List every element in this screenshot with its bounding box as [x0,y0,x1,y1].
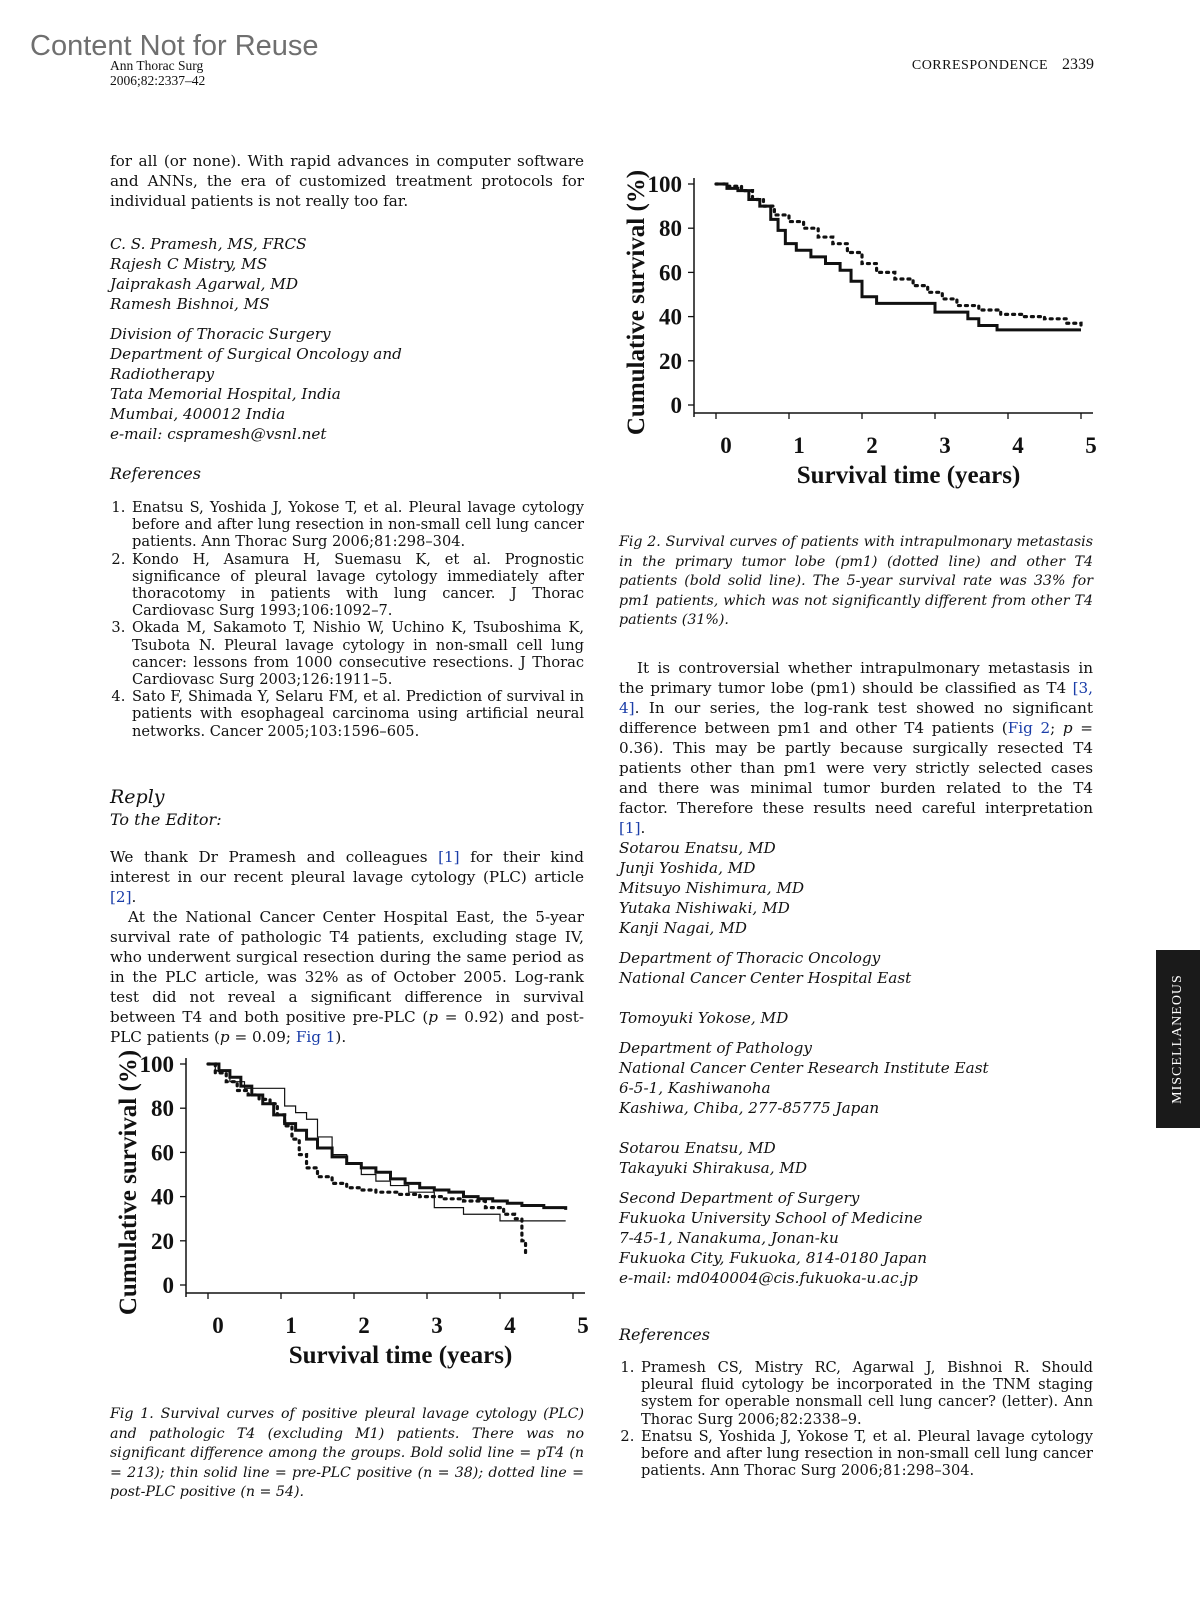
author-line: Takayuki Shirakusa, MD [619,1159,808,1177]
survival-curve-bold [208,1064,566,1210]
reply-paragraph-1 [110,847,584,907]
survival-curve-thin [208,1064,566,1221]
text-run: ; [1050,719,1063,737]
journal-citation: 2006;82:2337–42 [110,73,206,88]
affiliation-line: Radiotherapy [110,365,215,383]
text-run: = 0.09; [229,1028,296,1046]
y-tick-label: 80 [151,1096,174,1122]
y-tick-label: 80 [659,216,682,242]
reply-paragraph-2 [110,907,584,1047]
reference-item: 1. Enatsu S, Yoshida J, Yokose T, et al. Pleural lavage cytology before and after lung resection in non-small cell lung cancer patients. Ann Thorac Surg 2006;81:298–304. [130,499,584,551]
text-run: It is controversial whether intrapulmonary metastasis in the primary tumor lobe (pm1) should be classified as T4 [619,659,1093,697]
figure-1-chart [108,1030,589,1410]
y-tick-label: 100 [139,1052,174,1077]
reply-affiliation-2 [619,1038,1093,1118]
letter-authors [110,234,584,314]
reply-affiliation-1 [619,948,1093,988]
author-line: Sotarou Enatsu, MD [619,1139,776,1157]
reply-affiliation-3 [619,1188,1093,1288]
affiliation-line: Division of Thoracic Surgery [110,325,331,343]
author-line: Jaiprakash Agarwal, MD [110,275,298,293]
survival-curve-bold [716,184,1081,330]
reply-authors-group-2 [619,1008,1093,1028]
x-axis-label: Survival time (years) [288,1342,513,1369]
references-heading-left: References [110,464,201,483]
affiliation-line: Department of Thoracic Oncology [619,949,881,967]
text-run: . In our series, the log-rank test showed no significant difference between pm1 and other T4 patients ( [619,699,1093,737]
x-tick-label: 1 [285,1313,297,1338]
section-side-tab [1156,950,1200,1128]
y-tick-label: 100 [647,172,682,197]
affiliation-line: Mumbai, 400012 India [110,405,286,423]
x-tick-label: 3 [939,433,951,458]
y-axis-label: Cumulative survival (%) [115,1049,142,1316]
p-value-symbol: p [1062,719,1073,737]
x-tick-label: 4 [504,1313,516,1338]
y-tick-label: 0 [162,1273,174,1298]
figure-2-caption: Fig 2. Survival curves of patients with intrapulmonary metastasis in the primary tumor lobe (pm1) (dotted line) and other T4 patients (bold solid line). The 5-year survival rate was 33% for pm1 patients, which was not significantly different from other T4 patients (31%). [619,534,1093,628]
reply-heading: Reply [110,786,165,808]
x-axis-label: Survival time (years) [796,462,1021,489]
reference-item: 2. Enatsu S, Yoshida J, Yokose T, et al. Pleural lavage cytology before and after lung resection in non-small cell lung cancer patients. Ann Thorac Surg 2006;81:298–304. [639,1428,1093,1480]
side-tab-label: MISCELLANEOUS [1170,974,1185,1104]
text-run: We thank Dr Pramesh and colleagues [110,848,439,866]
affiliation-line: Department of Pathology [619,1039,812,1057]
affiliation-line: 7-45-1, Nanakuma, Jonan-ku [619,1229,839,1247]
reply-authors-group-3 [619,1138,1093,1178]
text-run: . [131,888,137,906]
figure-1-caption: Fig 1. Survival curves of positive pleural lavage cytology (PLC) and pathologic T4 (excluding M1) patients. There was no significant difference among the groups. Bold solid line = pT4 (n = 213); thin solid line = pre-PLC positive (n = 38); dotted line = post-PLC positive (n = 54). [110,1406,584,1500]
reference-item: 1. Pramesh CS, Mistry RC, Agarwal J, Bishnoi R. Should pleural fluid cytology be incorporated in the TNM staging system for operable nonsmall cell lung cancer? (letter). Ann Thorac Surg 2006;82:2338–9. [639,1359,1093,1428]
y-axis-label: Cumulative survival (%) [623,169,650,436]
reply-body-continued [619,658,1093,838]
reference-item: 3. Okada M, Sakamoto T, Nishio W, Uchino K, Tsuboshima K, Tsubota N. Pleural lavage cytology in non-small cell lung cancer: lessons from 1000 consecutive resections. J Thorac Cardiovasc Surg 2003;126:1911–5. [130,619,584,688]
author-line: Tomoyuki Yokose, MD [619,1009,789,1027]
references-list-right [619,1359,1093,1479]
y-tick-label: 0 [670,393,682,418]
author-line: Sotarou Enatsu, MD [619,839,776,857]
references-heading-right: References [619,1325,710,1344]
y-tick-label: 40 [151,1184,174,1210]
citation-link[interactable]: [1] [438,848,460,866]
figure-2-chart [616,150,1097,530]
author-line: Kanji Nagai, MD [619,919,747,937]
affiliation-line: National Cancer Center Research Institute East [619,1059,989,1077]
affiliation-email: e-mail: cspramesh@vsnl.net [110,425,327,443]
x-tick-label: 5 [577,1313,589,1338]
journal-name: Ann Thorac Surg [110,58,204,73]
text-run: At the National Cancer Center Hospital East, the 5-year survival rate of pathologic T4 patients, excluding stage IV, who underwent surgical resection during the same period as in the PLC article, was 32% as of October 2005. Log-rank test did not reveal a significant difference in survival between T4 and both positive pre-PLC ( [110,908,584,1026]
text-run: . [640,819,646,837]
references-list-left [110,499,584,740]
citation-link[interactable]: [3, 4] [619,679,1093,717]
text-run: = 0.36). This may be partly because surgically resected T4 patients other than pm1 were very strictly selected cases and there was minimal tumor burden related to the T4 factor. Therefore these results need careful interpretation [619,719,1093,817]
y-tick-label: 40 [659,304,682,330]
running-head-left [110,58,205,88]
intro-text: for all (or none). With rapid advances in computer software and ANNs, the era of customized treatment protocols for individual patients is not really too far. [110,152,584,210]
reference-item: 4. Sato F, Shimada Y, Selaru FM, et al. Prediction of survival in patients with esophageal carcinoma using artificial neural networks. Cancer 2005;103:1596–605. [130,688,584,740]
affiliation-line: Fukuoka University School of Medicine [619,1209,923,1227]
x-tick-label: 2 [358,1313,370,1338]
running-head-right [912,56,1094,74]
reply-body [110,847,584,1047]
text-run: ). [335,1028,347,1046]
figure-link[interactable]: Fig 1 [295,1028,336,1046]
text-run: for their kind interest in our recent pleural lavage cytology (PLC) article [110,848,584,886]
p-value-symbol: p [219,1028,230,1046]
y-tick-label: 20 [659,348,682,374]
affiliation-line: National Cancer Center Hospital East [619,969,912,987]
watermark: Content Not for Reuse [30,30,319,62]
citation-link[interactable]: [1] [619,819,641,837]
author-line: Rajesh C Mistry, MS [110,255,268,273]
letter-intro-paragraph [110,151,584,211]
author-line: Junji Yoshida, MD [619,859,756,877]
affiliation-line: Kashiwa, Chiba, 277-85775 Japan [619,1099,880,1117]
affiliation-line: Department of Surgical Oncology and [110,345,402,363]
reply-salutation: To the Editor: [110,810,222,829]
survival-curve-dotted [208,1064,526,1254]
affiliation-line: 6-5-1, Kashiwanoha [619,1079,771,1097]
affiliation-line: Tata Memorial Hospital, India [110,385,341,403]
section-name: CORRESPONDENCE [911,58,1048,73]
x-tick-label: 0 [720,433,732,458]
reply-authors-group-1 [619,838,1093,938]
x-tick-label: 0 [212,1313,224,1338]
x-tick-label: 3 [431,1313,443,1338]
reply-paragraph-3 [619,658,1093,838]
author-line: Yutaka Nishiwaki, MD [619,899,790,917]
letter-affiliation [110,324,584,444]
affiliation-line: Fukuoka City, Fukuoka, 814-0180 Japan [619,1249,927,1267]
page-number: 2339 [1062,56,1094,73]
figure-link[interactable]: Fig 2 [1007,719,1051,737]
affiliation-line: Second Department of Surgery [619,1189,860,1207]
x-tick-label: 2 [866,433,878,458]
citation-link[interactable]: [2] [110,888,132,906]
author-line: Mitsuyo Nishimura, MD [619,879,805,897]
y-tick-label: 20 [151,1228,174,1254]
x-tick-label: 5 [1085,433,1097,458]
affiliation-email: e-mail: md040004@cis.fukuoka-u.ac.jp [619,1269,918,1287]
x-tick-label: 1 [793,433,805,458]
author-line: C. S. Pramesh, MS, FRCS [110,235,307,253]
author-line: Ramesh Bishnoi, MS [110,295,270,313]
text-run: = 0.92) and post-PLC patients ( [110,1008,585,1046]
p-value-symbol: p [428,1008,439,1026]
y-tick-label: 60 [659,260,682,286]
y-tick-label: 60 [151,1140,174,1166]
reference-item: 2. Kondo H, Asamura H, Suemasu K, et al. Prognostic significance of pleural lavage cytology immediately after thoracotomy in patients with lung cancer. J Thorac Cardiovasc Surg 1993;106:1092–7. [130,551,584,620]
x-tick-label: 4 [1012,433,1024,458]
